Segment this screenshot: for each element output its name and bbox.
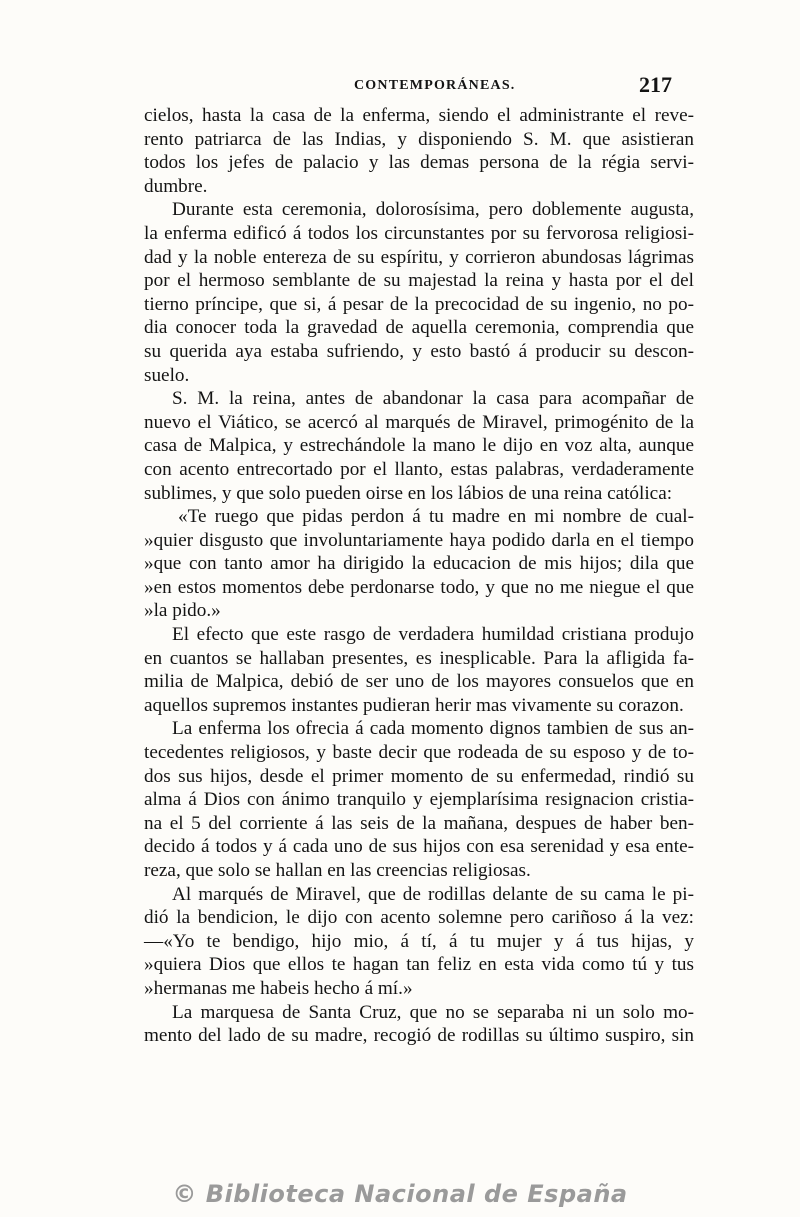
text-line: »en estos momentos debe perdonarse todo, y que no me niegue el que: [144, 576, 694, 598]
text-line: nuevo el Viático, se acercó al marqués de Miravel, primogénito de la: [144, 411, 694, 433]
text-line: casa de Malpica, y estrechándole la mano le dijo en voz alta, aunque: [144, 435, 694, 457]
text-line: dió la bendicion, le dijo con acento solemne pero cariñoso á la vez:: [144, 907, 694, 929]
text-line: dos sus hijos, desde el primer momento de su enfermedad, rindió su: [144, 765, 694, 787]
text-line: La marquesa de Santa Cruz, que no se separaba ni un solo mo-: [172, 1001, 694, 1023]
text-line: »hermanas me habeis hecho á mí.»: [144, 977, 413, 999]
body-text: [144, 104, 694, 1048]
text-line: tecedentes religiosos, y baste decir que rodeada de su esposo y de to-: [144, 742, 694, 764]
text-line: decido á todos y á cada uno de sus hijos con esa serenidad y esa ente-: [144, 836, 694, 858]
text-line: mento del lado de su madre, recogió de rodillas su último suspiro, sin: [144, 1025, 694, 1047]
library-watermark-credit: © Biblioteca Nacional de España: [172, 1180, 628, 1208]
paragraph: [144, 717, 694, 882]
text-line: «Te ruego que pidas perdon á tu madre en mi nombre de cual-: [178, 506, 694, 528]
text-line: dad y la noble entereza de su espíritu, y corrieron abundosas lágrimas: [144, 246, 694, 268]
paragraph: [144, 198, 694, 387]
text-line: »quiera Dios que ellos te hagan tan feliz en esta vida como tú y tus: [144, 954, 694, 976]
text-line: tierno príncipe, que si, á pesar de la precocidad de su ingenio, no po-: [144, 293, 694, 315]
text-line: alma á Dios con ánimo tranquilo y ejemplarísima resignacion cristia-: [144, 789, 694, 811]
text-line: Durante esta ceremonia, dolorosísima, pero doblemente augusta,: [172, 199, 694, 221]
text-line: —«Yo te bendigo, hijo mio, á tí, á tu mujer y á tus hijas, y: [144, 930, 694, 952]
text-line: Al marqués de Miravel, que de rodillas delante de su cama le pi-: [172, 883, 694, 905]
paragraph: [144, 1001, 694, 1048]
text-line: todos los jefes de palacio y las demas persona de la régia servi-: [144, 152, 694, 174]
text-line: suelo.: [144, 364, 190, 386]
text-line: S. M. la reina, antes de abandonar la casa para acompañar de: [172, 388, 694, 410]
text-line: milia de Malpica, debió de ser uno de los mayores consuelos que en: [144, 671, 694, 693]
text-line: sublimes, y que solo pueden oirse en los lábios de una reina católica:: [144, 482, 673, 504]
paragraph: [144, 505, 694, 623]
text-line: El efecto que este rasgo de verdadera humildad cristiana produjo: [172, 624, 694, 646]
text-line: cielos, hasta la casa de la enferma, siendo el administrante el reve-: [144, 105, 694, 126]
paragraph: [144, 104, 694, 198]
text-line: rento patriarca de las Indias, y disponiendo S. M. que asistieran: [144, 128, 694, 150]
text-line: dia conocer toda la gravedad de aquella ceremonia, comprendia que: [144, 317, 694, 339]
text-line: La enferma los ofrecia á cada momento dignos tambien de sus an-: [172, 718, 694, 740]
text-line: por el hermoso semblante de su majestad la reina y hasta por el del: [144, 270, 694, 292]
page-number: 217: [639, 72, 672, 97]
text-line: »que con tanto amor ha dirigido la educacion de mis hijos; dila que: [144, 553, 694, 575]
text-line: »la pido.»: [144, 600, 221, 622]
text-line: na el 5 del corriente á las seis de la mañana, despues de haber ben-: [144, 812, 694, 834]
page-header: [144, 72, 694, 102]
paragraph: [144, 883, 694, 1001]
paragraph: [144, 387, 694, 505]
text-line: en cuantos se hallaban presentes, es inesplicable. Para la afligida fa-: [144, 647, 694, 669]
text-line: dumbre.: [144, 175, 208, 197]
paragraph: [144, 623, 694, 717]
text-line: »quier disgusto que involuntariamente haya podido darla en el tiempo: [144, 529, 694, 551]
text-line: reza, que solo se hallan en las creencias religiosas.: [144, 860, 531, 881]
running-head: CONTEMPORÁNEAS.: [354, 78, 516, 93]
text-line: aquellos supremos instantes pudieran herir mas vivamente su corazon.: [144, 694, 684, 716]
text-line: la enferma edificó á todos los circunstantes por su fervorosa religiosi-: [144, 222, 694, 244]
text-line: con acento entrecortado por el llanto, estas palabras, verdaderamente: [144, 458, 694, 480]
text-line: su querida aya estaba sufriendo, y esto bastó á producir su descon-: [144, 340, 694, 362]
